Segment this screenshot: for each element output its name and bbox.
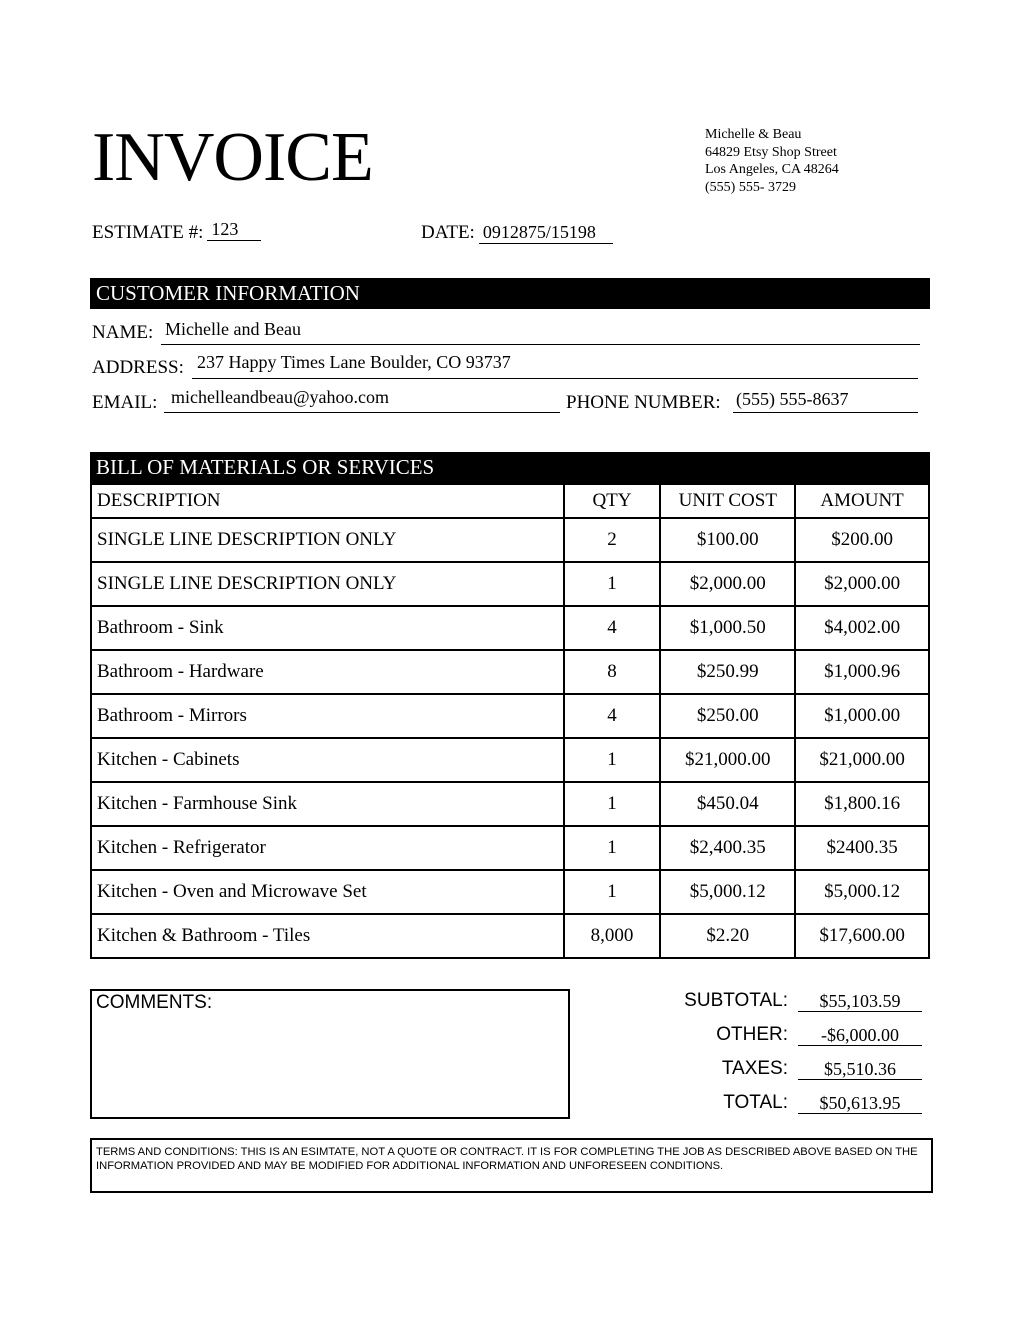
date-value[interactable]: 0912875/15198: [479, 222, 613, 244]
row-unit-cost[interactable]: $21,000.00: [660, 738, 795, 782]
column-header-amount: AMOUNT: [795, 484, 929, 518]
date-field: [421, 222, 613, 244]
taxes-row: [722, 1050, 922, 1080]
taxes-value[interactable]: $5,510.36: [798, 1059, 922, 1080]
row-unit-cost[interactable]: $2,000.00: [660, 562, 795, 606]
address-value: 237 Happy Times Lane Boulder, CO 93737: [197, 352, 511, 372]
column-header-qty: QTY: [564, 484, 661, 518]
table-row: [91, 738, 929, 782]
other-row: [716, 1016, 922, 1046]
table-row: [91, 782, 929, 826]
column-header-unit-cost: UNIT COST: [660, 484, 795, 518]
row-description[interactable]: SINGLE LINE DESCRIPTION ONLY: [91, 518, 564, 562]
row-description[interactable]: Kitchen - Oven and Microwave Set: [91, 870, 564, 914]
row-unit-cost[interactable]: $100.00: [660, 518, 795, 562]
row-amount[interactable]: $4,002.00: [795, 606, 929, 650]
subtotal-label: SUBTOTAL:: [684, 990, 788, 1011]
row-qty[interactable]: 1: [564, 562, 661, 606]
row-qty[interactable]: 1: [564, 870, 661, 914]
row-amount[interactable]: $1,000.96: [795, 650, 929, 694]
estimate-number[interactable]: 123: [207, 219, 261, 241]
row-amount[interactable]: $2,000.00: [795, 562, 929, 606]
estimate-label: ESTIMATE #:: [92, 222, 204, 243]
total-row: [723, 1084, 922, 1114]
company-street: 64829 Etsy Shop Street: [705, 144, 837, 160]
row-qty[interactable]: 4: [564, 606, 661, 650]
name-label: NAME:: [92, 322, 154, 343]
subtotal-value[interactable]: $55,103.59: [798, 991, 922, 1012]
table-row: [91, 518, 929, 562]
row-amount[interactable]: $1,000.00: [795, 694, 929, 738]
terms-and-conditions: TERMS AND CONDITIONS: THIS IS AN ESIMTATE, NOT A QUOTE OR CONTRACT. IT IS FOR COMPLETING THE JOB AS DESCRIBED ABOVE BASED ON THE INFORMATION PROVIDED AND MAY BE MODIFIED FOR ADDITIONAL INFORMATION AND UNFORESEEN CONDITIONS.: [90, 1138, 933, 1193]
row-qty[interactable]: 1: [564, 826, 661, 870]
taxes-label: TAXES:: [721, 1058, 788, 1079]
row-qty[interactable]: 2: [564, 518, 661, 562]
row-description[interactable]: Bathroom - Sink: [91, 606, 564, 650]
name-value: Michelle and Beau: [165, 319, 301, 339]
row-description[interactable]: Kitchen & Bathroom - Tiles: [91, 914, 564, 958]
company-name: Michelle & Beau: [705, 127, 802, 142]
row-amount[interactable]: $200.00: [795, 518, 929, 562]
row-qty[interactable]: 1: [564, 782, 661, 826]
row-unit-cost[interactable]: $450.04: [660, 782, 795, 826]
row-description[interactable]: Kitchen - Refrigerator: [91, 826, 564, 870]
address-label: ADDRESS:: [92, 357, 184, 378]
invoice-title: INVOICE: [92, 119, 373, 196]
row-unit-cost[interactable]: $1,000.50: [660, 606, 795, 650]
row-unit-cost[interactable]: $2,400.35: [660, 826, 795, 870]
row-description[interactable]: Bathroom - Hardware: [91, 650, 564, 694]
company-address-block: [705, 126, 839, 196]
date-label: DATE:: [421, 222, 475, 243]
other-label: OTHER:: [716, 1024, 788, 1045]
subtotal-row: [684, 982, 922, 1012]
row-qty[interactable]: 1: [564, 738, 661, 782]
table-row: [91, 694, 929, 738]
total-label: TOTAL:: [723, 1092, 788, 1113]
row-description[interactable]: Kitchen - Farmhouse Sink: [91, 782, 564, 826]
bill-table: [90, 483, 930, 959]
row-unit-cost[interactable]: $250.00: [660, 694, 795, 738]
table-row: [91, 870, 929, 914]
company-city: Los Angeles, CA 48264: [705, 162, 839, 177]
email-label: EMAIL:: [92, 392, 158, 413]
table-row: [91, 606, 929, 650]
total-value[interactable]: $50,613.95: [798, 1093, 922, 1114]
row-amount[interactable]: $21,000.00: [795, 738, 929, 782]
row-description[interactable]: Kitchen - Cabinets: [91, 738, 564, 782]
comments-label: COMMENTS:: [96, 992, 213, 1013]
table-row: [91, 826, 929, 870]
table-row: [91, 914, 929, 958]
row-qty[interactable]: 8,000: [564, 914, 661, 958]
table-row: [91, 650, 929, 694]
table-header-row: [91, 484, 929, 518]
row-unit-cost[interactable]: $2.20: [660, 914, 795, 958]
row-amount[interactable]: $2400.35: [795, 826, 929, 870]
phone-value: (555) 555-8637: [736, 389, 849, 409]
other-value[interactable]: -$6,000.00: [798, 1025, 922, 1046]
row-amount[interactable]: $5,000.12: [795, 870, 929, 914]
row-description[interactable]: SINGLE LINE DESCRIPTION ONLY: [91, 562, 564, 606]
email-value: michelleandbeau@yahoo.com: [171, 387, 389, 407]
row-qty[interactable]: 4: [564, 694, 661, 738]
bill-heading: BILL OF MATERIALS OR SERVICES: [90, 452, 930, 483]
estimate-field: [92, 219, 261, 244]
phone-label: PHONE NUMBER:: [566, 392, 721, 413]
row-unit-cost[interactable]: $250.99: [660, 650, 795, 694]
customer-info-heading: CUSTOMER INFORMATION: [90, 278, 930, 309]
table-row: [91, 562, 929, 606]
column-header-description: DESCRIPTION: [91, 484, 564, 518]
row-amount[interactable]: $1,800.16: [795, 782, 929, 826]
row-description[interactable]: Bathroom - Mirrors: [91, 694, 564, 738]
row-amount[interactable]: $17,600.00: [795, 914, 929, 958]
company-phone: (555) 555- 3729: [705, 179, 796, 195]
row-unit-cost[interactable]: $5,000.12: [660, 870, 795, 914]
comments-box[interactable]: [90, 989, 570, 1119]
row-qty[interactable]: 8: [564, 650, 661, 694]
